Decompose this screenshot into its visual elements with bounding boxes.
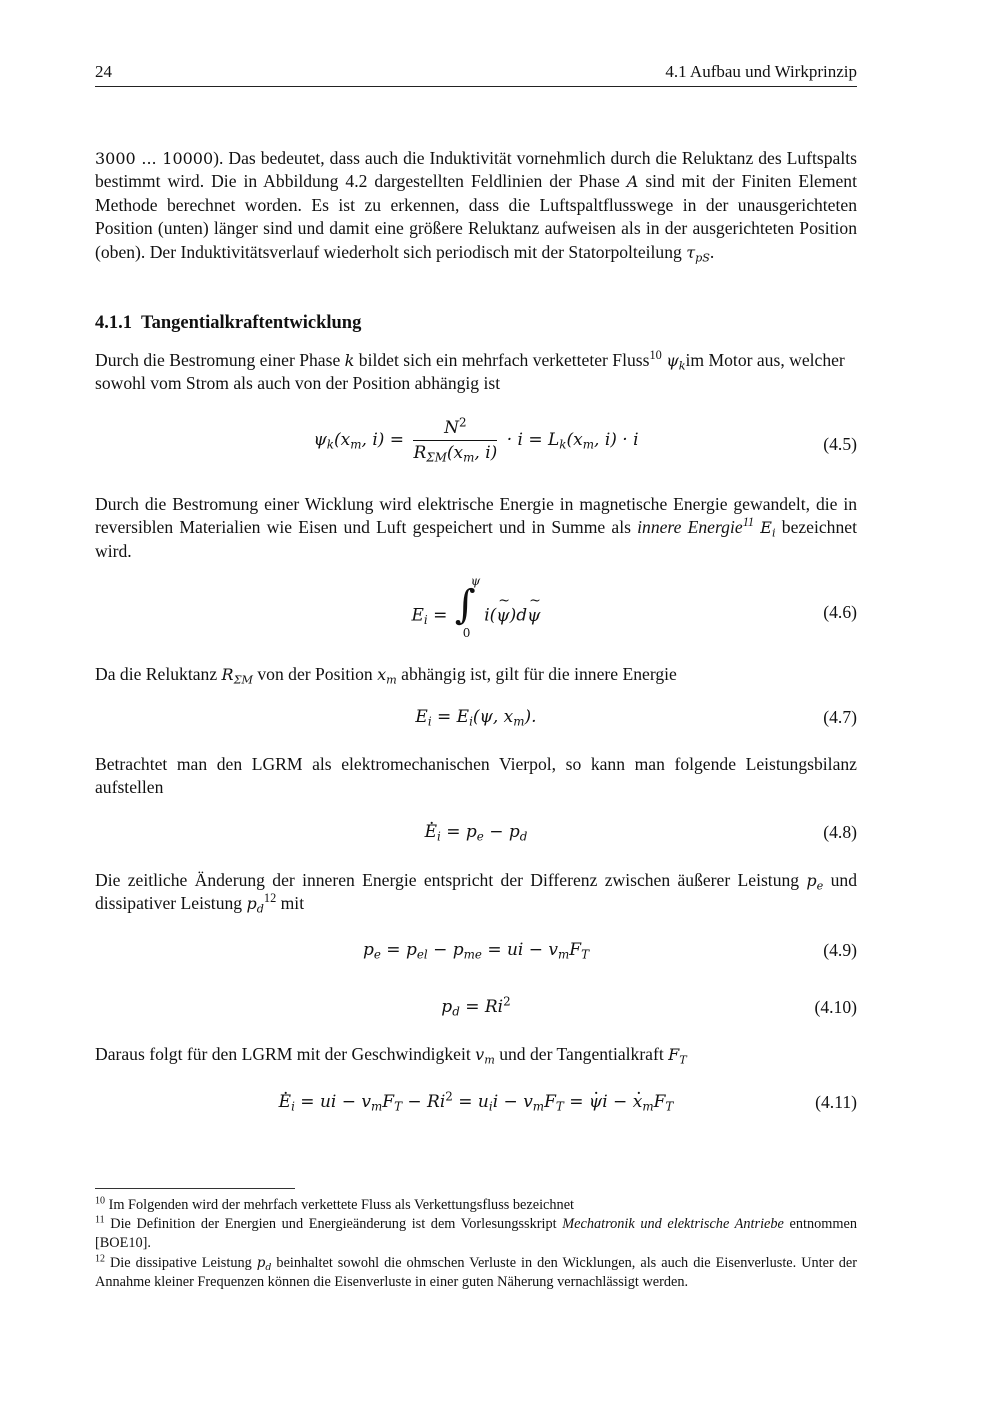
page-number: 24: [95, 62, 112, 81]
equation-number: (4.8): [823, 822, 857, 842]
equation-4-10: $p_d = Ri^2$ (4.10): [441, 994, 857, 1019]
fraction: $\frac{N^2}{R_{\Sigma M}(x_m, i)}$: [413, 415, 498, 465]
equation-number: (4.6): [823, 602, 857, 622]
section-number: 4.1.1: [95, 313, 132, 333]
footnote-divider: [95, 1188, 295, 1189]
equation-number: (4.11): [815, 1092, 857, 1112]
footnote-ref-12: 12: [263, 891, 277, 906]
paragraph-reluctance: Da die Reluktanz $R_{\Sigma M}$ von der Position $x_m$ abhängig ist, gilt für die innere Energie: [95, 664, 677, 687]
footnote-11: $^{11}$ Die Definition der Energien und Energieänderung ist dem Vorlesungsskript Mechatronik und elektrische Antriebe entnommen [BOE10].: [95, 1214, 857, 1251]
integral-sign: ∫ ψ 0: [454, 574, 481, 640]
equation-4-8: . $E_i = p_e - p_d$ (4.8): [95, 820, 857, 860]
equation-4-7: $E_i = E_i(\psi$, $x_m$). (4.7): [415, 707, 857, 729]
equation-number: (4.5): [823, 434, 857, 454]
footnote-12: $^{12}$ Die dissipative Leistung $p_d$ beinhaltet sowohl die ohmschen Verluste in den Wicklungen, als auch die Eisenverluste. Unter der Annahme kleiner Frequenzen können die Eisenverluste in einer guten Näherung vernachlässigt werden.: [95, 1253, 857, 1290]
footnote-10: $^{10}$ Im Folgenden wird der mehrfach verkettete Fluss als Verkettungsfluss bezeichnet: [95, 1195, 575, 1213]
paragraph-energy: Durch die Bestromung einer Wicklung wird elektrische Energie in magnetische Energie gewandelt, die in reversiblen Materialien wie Eisen und Luft gespeichert und in Summe als innere Energie$^{11}$ $E_i$ bezeichnet wird.: [95, 494, 857, 561]
equation-number: (4.7): [823, 707, 857, 727]
paragraph-dissipation: Die zeitliche Änderung der inneren Energie entspricht der Differenz zwischen äußerer Leistung $p_e$ und dissipativer Leistung $p_d^{12}$ mit: [95, 870, 857, 916]
running-header: [95, 60, 857, 87]
equation-number: (4.9): [823, 940, 857, 960]
equation-4-6: $E_i$ = ∫ ψ 0 i(~ ψ)d~ ψ (4.6): [95, 590, 857, 638]
running-title: 4.1 Aufbau und Wirkprinzip: [665, 62, 857, 81]
paragraph-continuation: 3000 ... 10000). Das bedeutet, dass auch die Induktivität vornehmlich durch die Reluktanz des Luftspalts bestimmt wird. Die in Abbildung 4.2 dargestellten Feldlinien der Phase A sind mit der Finiten Element Methode berechnet worden. Es ist zu erkennen, dass die Luftspaltflusswege in der unausgerichteten Position (unten) länger sind und damit eine größere Reluktanz aufweisen als in der ausgerichteten Position (oben). Der Induktivitätsverlauf wiederholt sich periodisch mit der Statorpolteilung $\tau_{pS}$.: [95, 148, 857, 264]
paragraph-tangential: Daraus folgt für den LGRM mit der Geschwindigkeit $v_m$ und der Tangentialkraft $F_T$: [95, 1044, 687, 1067]
section-heading: [95, 313, 361, 334]
paragraph-power-balance: Betrachtet man den LGRM als elektromechanischen Vierpol, so kann man folgende Leistungsbilanz aufstellen: [95, 754, 857, 798]
equation-4-11: . $E_i$ = ui − $v_mF_T - Ri^2 = u_ii - v_mF_T$ = . ψi − . $x_mF_T$ (4.11): [95, 1090, 857, 1130]
paragraph-flux: Durch die Bestromung einer Phase k bildet sich ein mehrfach verketteter Fluss$^{10}$ $\psi_kim$ Motor aus, welcher sowohl vom Strom als auch von der Position abhängig ist: [95, 348, 845, 394]
equation-4-5: $\psi_k(x_m$, i) = $\frac{N^2}{R_{\Sigma M}(x_m, i)}$ · $i = L_k(x_m$, i) · i (4.5): [313, 415, 857, 465]
equation-number: (4.10): [814, 997, 857, 1017]
footnote-ref-11: 11: [742, 515, 755, 530]
footnote-ref-10: 10: [649, 348, 662, 363]
section-title: Tangentialkraftentwicklung: [141, 313, 362, 333]
equation-4-9: $p_e = p_{el} - p_{me}$ = ui − $v_mF_T$ (4.9): [362, 940, 857, 962]
